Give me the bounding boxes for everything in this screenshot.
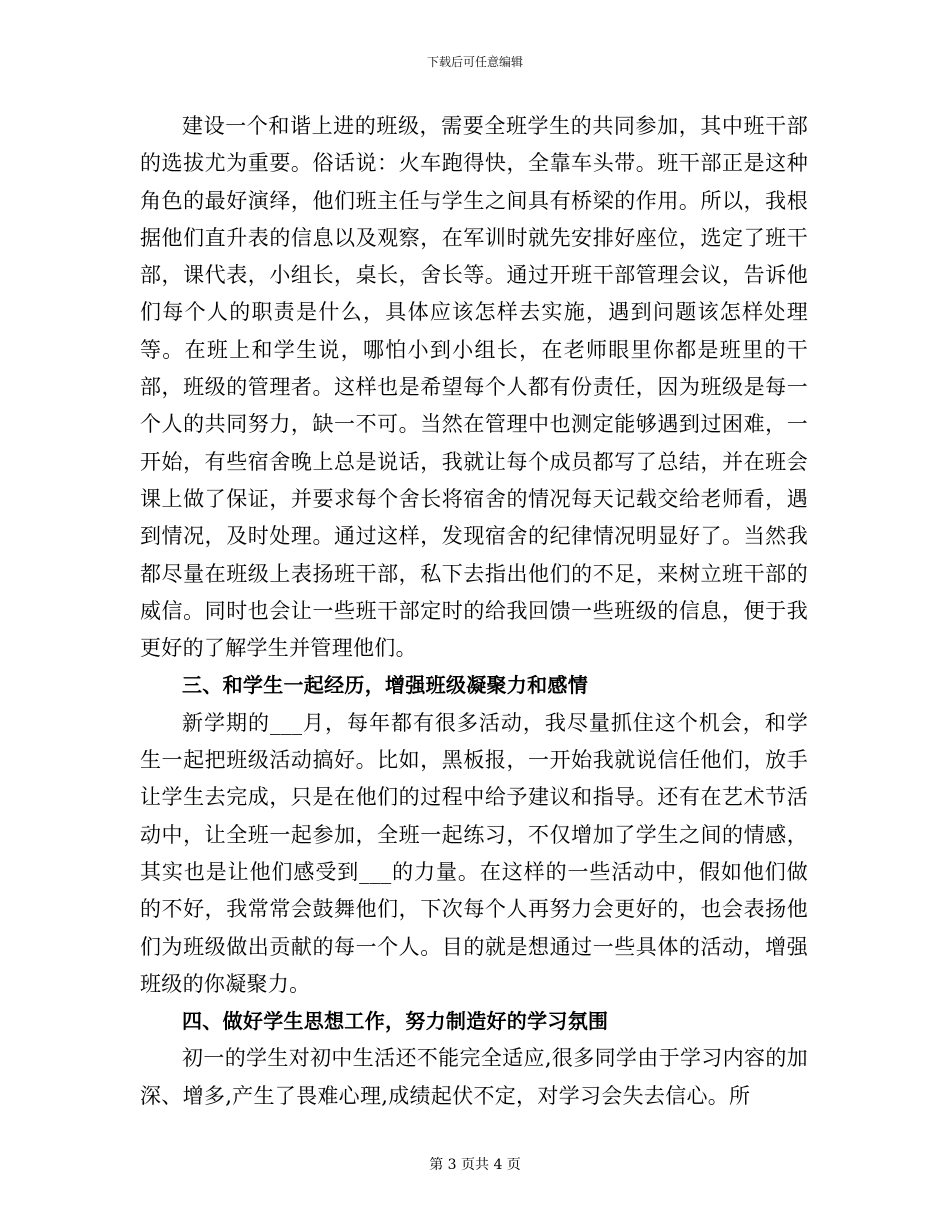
page-footer: 第 3 页共 4 页 xyxy=(429,1157,521,1173)
paragraph-student-thinking: 初一的学生对初中生活还不能完全适应,很多同学由于学习内容的加深、增多,产生了畏难心理,成绩起伏不定，对学习会失去信心。所 xyxy=(140,1046,808,1108)
section-heading-3: 三、和学生一起经历，增强班级凝聚力和感情 xyxy=(182,673,588,698)
paragraph-class-cadres: 建设一个和谐上进的班级，需要全班学生的共同参加，其中班干部的选拔尤为重要。俗话说：火车跑得快，全靠车头带。班干部正是这种角色的最好演绎，他们班主任与学生之间具有桥梁的作用。所以，我根据他们直升表的信息以及观察，在军训时就先安排好座位，选定了班干部，课代表，小组长，桌长，舍长等。通过开班干部管理会议，告诉他们每个人的职责是什么，具体应该怎样去实施，遇到问题该怎样处理等。在班上和学生说，哪怕小到小组长，在老师眼里你都是班里的干部，班级的管理者。这样也是希望每个人都有份责任，因为班级是每一个人的共同努力，缺一不可。当然在管理中也测定能够遇到过困难，一开始，有些宿舍晚上总是说话，我就让每个成员都写了总结，并在班会课上做了保证，并要求每个舍长将宿舍的情况每天记载交给老师看，遇到情况，及时处理。通过这样，发现宿舍的纪律情况明显好了。当然我都尽量在班级上表扬班干部，私下去指出他们的不足，来树立班干部的威信。同时也会让一些班干部定时的给我回馈一些班级的信息，便于我更好的了解学生并管理他们。 xyxy=(140,114,808,661)
paragraph-class-activities: 新学期的___月，每年都有很多活动，我尽量抓住这个机会，和学生一起把班级活动搞好。比如，黑板报，一开始我就说信任他们，放手让学生去完成，只是在他们的过程中给予建议和指导。还有在艺术节活动中，让全班一起参加，全班一起练习，不仅增加了学生之间的情感，其实也是让他们感受到___的力量。在这样的一些活动中，假如他们做的不好，我常常会鼓舞他们，下次每个人再努力会更好的，也会表扬他们为班级做出贡献的每一个人。目的就是想通过一些具体的活动，增强班级的你凝聚力。 xyxy=(140,710,808,996)
document-body xyxy=(140,108,808,1115)
page-header: 下载后可任意编辑 xyxy=(426,55,523,69)
section-heading-4: 四、做好学生思想工作，努力制造好的学习氛围 xyxy=(182,1009,609,1034)
